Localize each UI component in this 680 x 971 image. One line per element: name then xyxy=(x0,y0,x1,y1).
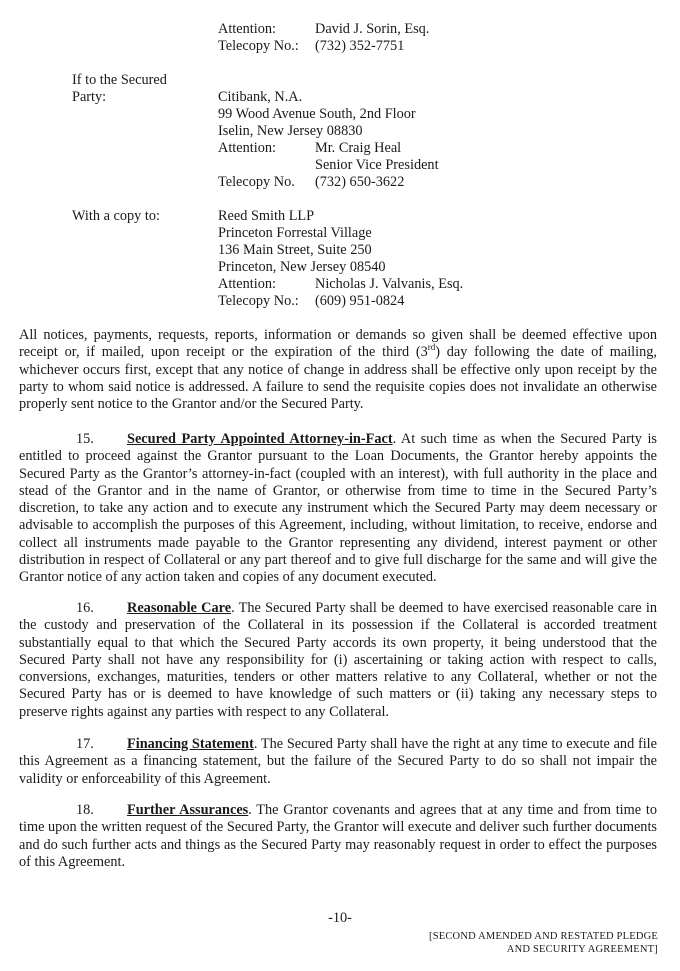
copy-to-line: 136 Main Street, Suite 250 xyxy=(218,242,372,258)
telecopy-value: (732) 352-7751 xyxy=(315,38,405,54)
secured-party-line: Iselin, New Jersey 08830 xyxy=(218,123,363,139)
copy-to-label: With a copy to: xyxy=(72,208,160,224)
section-number: 17. xyxy=(76,736,94,752)
document-footer-title xyxy=(429,930,658,956)
notice-superscript: rd xyxy=(427,342,436,353)
telecopy-value: (732) 650-3622 xyxy=(315,174,405,190)
section-heading: Further Assurances xyxy=(127,802,249,818)
page-number: -10- xyxy=(328,910,352,926)
section-number: 18. xyxy=(76,802,94,818)
notice-text-before: All notices, payments, requests, reports, information or demands so given shall be deemed effective upon receipt or, if mailed, upon receipt or the expiration of the third (3 xyxy=(19,327,657,361)
secured-party-attention-row xyxy=(218,140,401,157)
copy-to-telecopy-row xyxy=(218,293,404,310)
notice-paragraph xyxy=(19,327,657,413)
secured-party-label-1: If to the Secured xyxy=(72,72,167,88)
footer-title-line: AND SECURITY AGREEMENT] xyxy=(506,944,658,955)
attention-value: Mr. Craig Heal xyxy=(315,140,402,156)
section-body: . The Secured Party shall have the right at any time to execute and file this Agreement as a financing statement, but the failure of the Secured Party to do so shall not impair the validity or enforceability of this Agreement. xyxy=(19,736,658,787)
section-16 xyxy=(19,600,657,721)
top-attention-row xyxy=(218,21,429,38)
section-heading: Financing Statement xyxy=(127,736,254,752)
copy-to-attention-row xyxy=(218,276,463,293)
notice-text-after: ) day following the date of mailing, whichever occurs first, except that any notice of change in address shall be effective only upon receipt by the party to whom said notice is addressed. A failure to send the requisite copies does not invalidate an otherwise properly sent notice to the Grantor and/or the Secured Party. xyxy=(19,344,658,413)
copy-to-line: Princeton, New Jersey 08540 xyxy=(218,259,386,275)
secured-party-line: Citibank, N.A. xyxy=(218,89,303,105)
section-body: . The Secured Party shall be deemed to have exercised reasonable care in the custody and preservation of the Collateral in its possession if the Collateral is accorded treatment substantially equal to that which the Secured Party accords its own property, it being understood that the Secured Party shall not have any responsibility for (i) ascertaining or taking action with respect to calls, conversions, exchanges, maturities, tenders or other matters relative to any Collateral, whether or not the Secured Party has or is deemed to have knowledge of such matters or (ii) taking any necessary steps to preserve rights against any parties with respect to any Collateral. xyxy=(19,600,657,720)
section-18 xyxy=(19,802,657,871)
section-heading: Secured Party Appointed Attorney-in-Fact xyxy=(127,431,393,447)
section-heading: Reasonable Care xyxy=(127,600,232,616)
section-15 xyxy=(19,431,657,587)
telecopy-label: Telecopy No. xyxy=(218,174,295,190)
secured-party-line: 99 Wood Avenue South, 2nd Floor xyxy=(218,106,416,122)
section-body: . The Grantor covenants and agrees that at any time and from time to time upon the written request of the Secured Party, the Grantor will execute and deliver such further documents and do such further acts and things as the Secured Party may reasonably request in order to effect the purposes of this Agreement. xyxy=(19,802,657,870)
attention-title: Senior Vice President xyxy=(315,157,439,173)
section-number: 15. xyxy=(76,431,94,447)
section-17 xyxy=(19,736,657,788)
attention-label: Attention: xyxy=(218,140,276,156)
copy-to-line: Reed Smith LLP xyxy=(218,208,315,224)
secured-party-telecopy-row xyxy=(218,174,404,191)
telecopy-label: Telecopy No.: xyxy=(218,293,299,309)
attention-value: Nicholas J. Valvanis, Esq. xyxy=(315,276,464,292)
attention-label: Attention: xyxy=(218,276,276,292)
attention-label: Attention: xyxy=(218,21,276,37)
section-body: . At such time as when the Secured Party is entitled to proceed against the Grantor pursuant to the Loan Documents, the Grantor hereby appoints the Secured Party as the Grantor’s attorney-in-fact (coupled with an interest), with full authority in the place and stead of the Grantor and in the name of Grantor, or otherwise from time to time in the Secured Party’s discretion, to take any action and to execute any instrument which the Secured Party may deem necessary or advisable to accomplish the purposes of this Agreement, including, without limitation, to receive, endorse and collect all instruments made payable to the Grantor representing any dividend, interest payment or other distribution in respect of Collateral or any part thereof and to give full discharge for the same and will give the Grantor notice of any action taken and copies of any document executed. xyxy=(19,431,657,586)
top-telecopy-row xyxy=(218,38,404,55)
copy-to-line: Princeton Forrestal Village xyxy=(218,225,372,241)
telecopy-value: (609) 951-0824 xyxy=(315,293,405,309)
footer-title-line: [SECOND AMENDED AND RESTATED PLEDGE xyxy=(429,931,658,942)
attention-value: David J. Sorin, Esq. xyxy=(315,21,430,37)
telecopy-label: Telecopy No.: xyxy=(218,38,299,54)
secured-party-label-2: Party: xyxy=(72,89,107,105)
section-number: 16. xyxy=(76,600,94,616)
